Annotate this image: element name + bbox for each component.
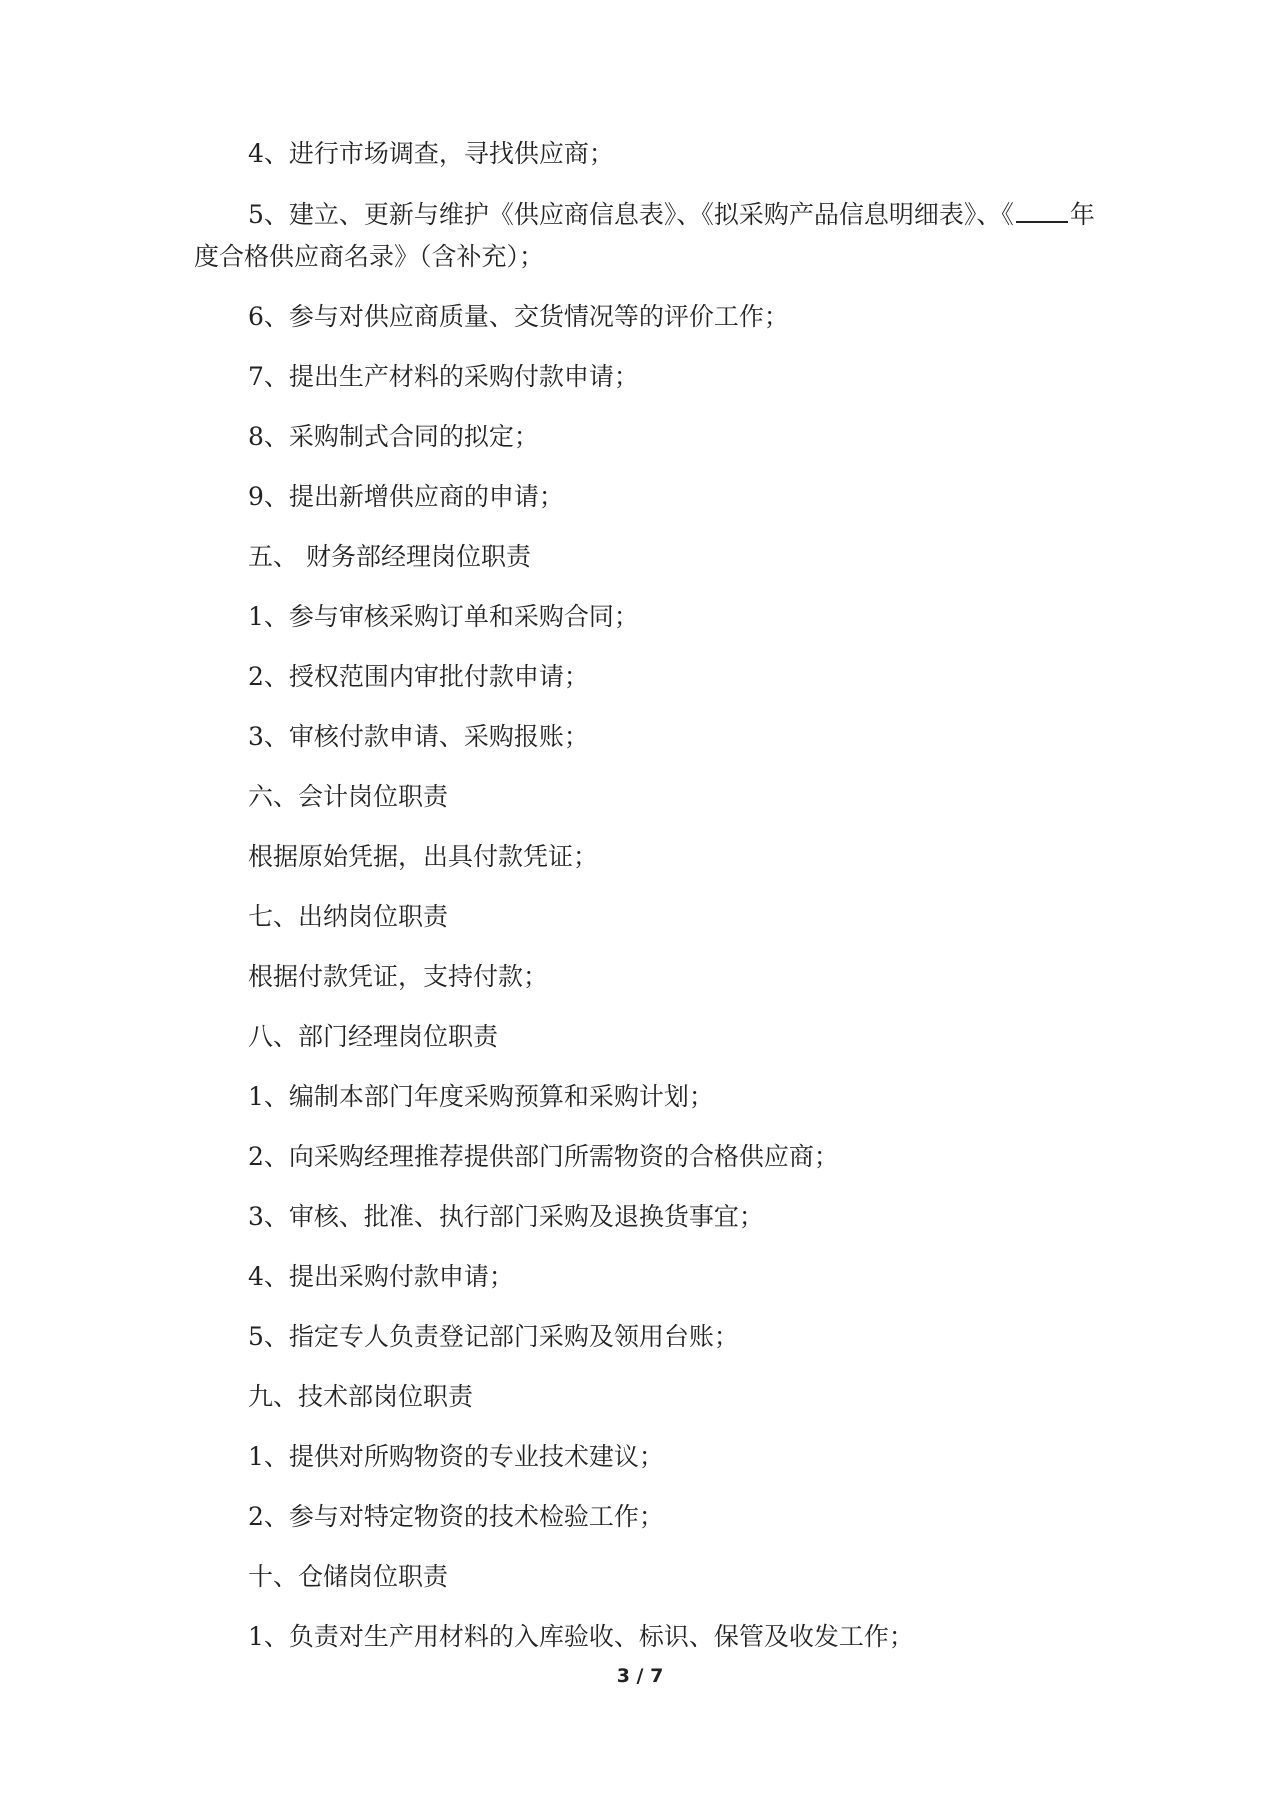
- text-line: [248, 195, 1095, 235]
- text-line: 1、编制本部门年度采购预算和采购计划；: [248, 1082, 714, 1111]
- text-line: 根据付款凭证，支持付款；: [248, 962, 549, 991]
- text-line: 度合格供应商名录》（含补充）；: [194, 242, 545, 271]
- text-line: 2、授权范围内审批付款申请；: [248, 662, 589, 691]
- text-line: 4、进行市场调查，寻找供应商；: [248, 139, 614, 168]
- section-heading: 六、会计岗位职责: [248, 782, 449, 811]
- text-line: 2、参与对特定物资的技术检验工作；: [248, 1502, 664, 1531]
- text-line: 5、指定专人负责登记部门采购及领用台账；: [248, 1322, 739, 1351]
- section-heading: 十、仓储岗位职责: [248, 1562, 449, 1591]
- text-line: 2、向采购经理推荐提供部门所需物资的合格供应商；: [248, 1142, 839, 1171]
- text-line: 3、审核付款申请、采购报账；: [248, 722, 589, 751]
- section-heading: 九、技术部岗位职责: [248, 1382, 474, 1411]
- page-number: 3 / 7: [616, 1665, 664, 1687]
- text-line: 根据原始凭据，出具付款凭证；: [248, 842, 599, 871]
- section-heading: 七、出纳岗位职责: [248, 902, 449, 931]
- text-segment: 年: [1069, 200, 1095, 229]
- text-line: 3、审核、批准、执行部门采购及退换货事宜；: [248, 1202, 764, 1231]
- fill-in-blank: [1016, 197, 1068, 223]
- section-heading: 八、部门经理岗位职责: [248, 1022, 499, 1051]
- text-line: 4、提出采购付款申请；: [248, 1262, 514, 1291]
- text-segment: 5、建立、更新与维护《供应商信息表》、《拟采购产品信息明细表》、《: [248, 200, 1014, 229]
- text-line: 1、参与审核采购订单和采购合同；: [248, 602, 639, 631]
- text-line: 6、参与对供应商质量、交货情况等的评价工作；: [248, 302, 789, 331]
- text-line: 1、负责对生产用材料的入库验收、标识、保管及收发工作；: [248, 1622, 914, 1651]
- text-line: 8、采购制式合同的拟定；: [248, 422, 539, 451]
- text-line: 9、提出新增供应商的申请；: [248, 482, 564, 511]
- text-line: 1、提供对所购物资的专业技术建议；: [248, 1442, 664, 1471]
- text-line: 7、提出生产材料的采购付款申请；: [248, 362, 639, 391]
- section-heading: 五、 财务部经理岗位职责: [248, 542, 531, 571]
